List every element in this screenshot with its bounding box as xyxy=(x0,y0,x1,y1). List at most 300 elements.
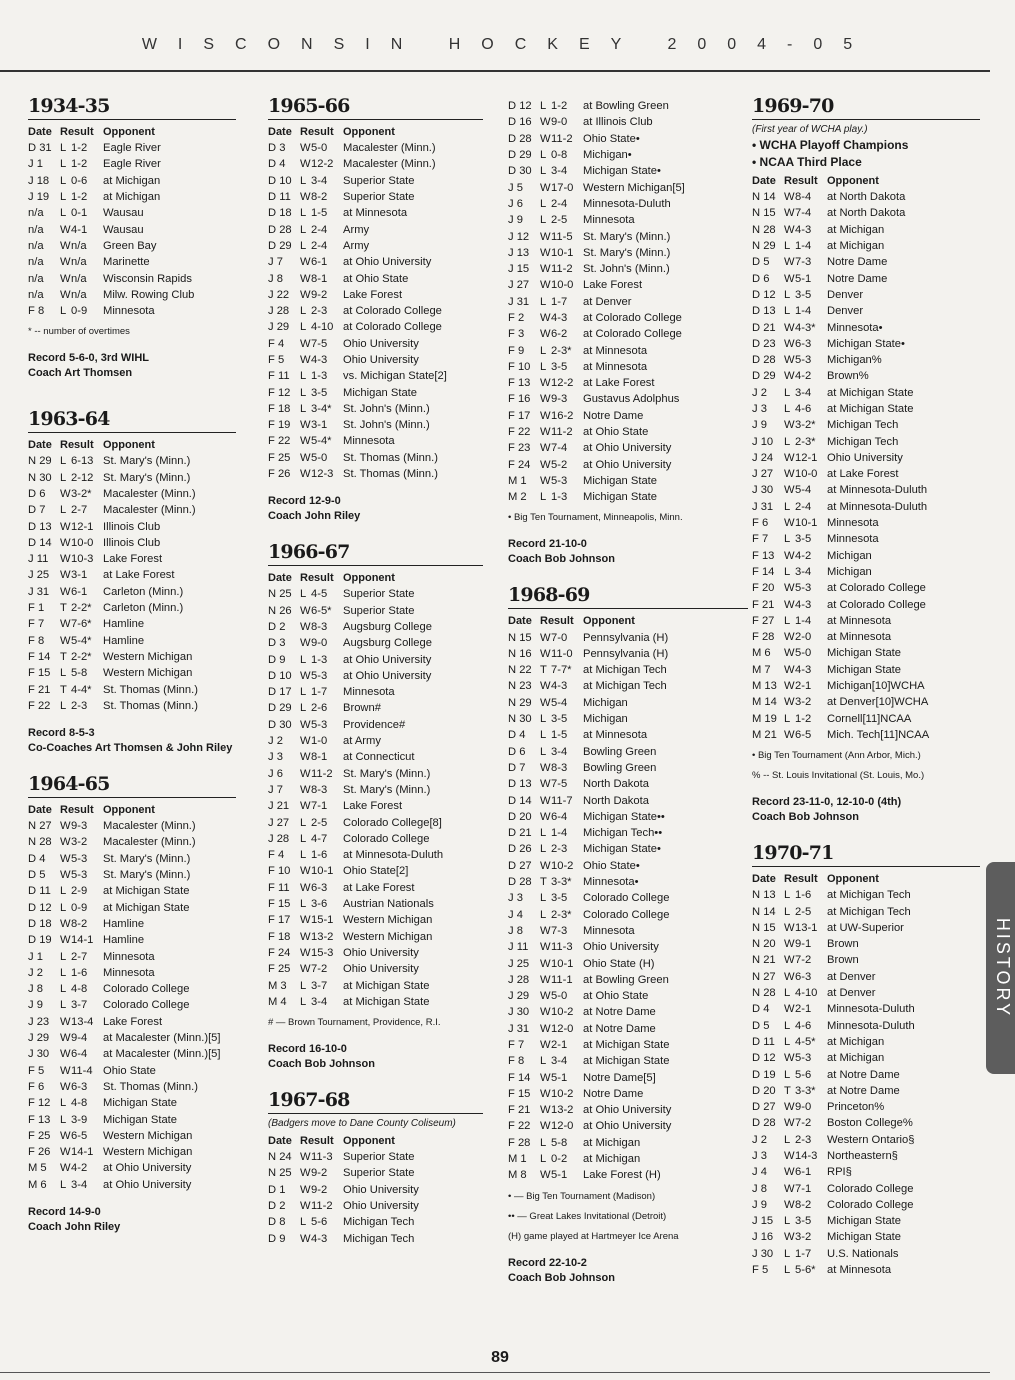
table-header-row xyxy=(268,124,447,140)
game-opponent: at Minnesota-Duluth xyxy=(827,484,928,497)
game-opponent: at Michigan State xyxy=(583,1055,670,1068)
game-date: D 1 xyxy=(268,1183,286,1196)
game-opponent: at Michigan xyxy=(827,1035,885,1048)
table-row xyxy=(268,782,443,798)
game-date: M 13 xyxy=(752,680,777,693)
game-result: L xyxy=(784,240,791,253)
game-opponent: Ohio State xyxy=(103,1064,156,1077)
game-score: 7-7* xyxy=(551,664,572,677)
table-row xyxy=(268,221,447,237)
game-date: D 21 xyxy=(508,827,532,840)
game-date: F 8 xyxy=(28,305,45,318)
game-date: N 21 xyxy=(752,954,776,967)
game-opponent: at Michigan Tech xyxy=(583,680,667,693)
column-1 xyxy=(28,94,236,1235)
game-date: J 30 xyxy=(508,1006,530,1019)
game-date: D 2 xyxy=(268,620,286,633)
game-date: D 27 xyxy=(752,1101,776,1114)
game-score: 3-4 xyxy=(795,386,812,399)
opponent-header: Opponent xyxy=(103,439,155,452)
game-score: 6-1 xyxy=(71,585,88,598)
game-date: D 27 xyxy=(508,859,532,872)
game-result: W xyxy=(784,256,795,269)
game-date: J 31 xyxy=(508,1022,530,1035)
game-opponent: Hamline xyxy=(103,618,145,631)
game-result: W xyxy=(300,767,311,780)
table-row xyxy=(268,352,447,368)
table-row xyxy=(752,678,929,694)
game-opponent: Ohio University xyxy=(343,337,419,350)
table-row xyxy=(28,486,198,502)
game-date: J 27 xyxy=(508,279,530,292)
game-result: T xyxy=(60,602,67,615)
game-result: W xyxy=(540,761,551,774)
game-date: F 5 xyxy=(28,1064,45,1077)
table-row xyxy=(508,988,671,1004)
table-row xyxy=(752,1066,915,1082)
result-header: Result xyxy=(60,126,94,138)
game-result: W xyxy=(60,1129,71,1142)
game-score: 8-2 xyxy=(311,191,328,204)
game-opponent: Western Michigan[5] xyxy=(583,181,685,194)
game-opponent: Ohio State (H) xyxy=(583,957,655,970)
game-result: W xyxy=(540,426,551,439)
game-opponent: Superior State xyxy=(343,174,415,187)
game-opponent: Michigan State• xyxy=(583,843,661,856)
game-opponent: at Army xyxy=(343,735,381,748)
game-opponent: Ohio University xyxy=(583,941,659,954)
game-result: W xyxy=(784,1231,795,1244)
game-score: 9-1 xyxy=(795,938,812,951)
table-row xyxy=(752,1001,915,1017)
table-row xyxy=(28,1062,221,1078)
game-result: L xyxy=(60,1113,67,1126)
game-score: 5-6 xyxy=(795,1068,812,1081)
game-score: 5-0 xyxy=(551,990,568,1003)
season-block xyxy=(28,407,236,756)
game-date: F 14 xyxy=(28,650,51,663)
game-opponent: at Ohio University xyxy=(583,1104,672,1117)
game-score: 1-5 xyxy=(311,207,328,220)
game-result: W xyxy=(784,1101,795,1114)
game-score: 5-4 xyxy=(795,484,812,497)
game-opponent: Colorado College xyxy=(103,999,190,1012)
table-row xyxy=(268,635,443,651)
game-result: W xyxy=(784,1003,795,1016)
table-row xyxy=(268,749,443,765)
game-date: F 7 xyxy=(28,618,45,631)
game-opponent: Marinette xyxy=(103,256,150,269)
game-result: W xyxy=(300,451,311,464)
game-opponent: Minnesota• xyxy=(583,876,639,889)
table-row xyxy=(752,694,929,710)
table-row xyxy=(268,586,443,602)
game-result: L xyxy=(784,288,791,301)
game-result: W xyxy=(300,604,311,617)
game-score: 2-4 xyxy=(311,239,328,252)
game-result: W xyxy=(540,263,551,276)
game-result: W xyxy=(540,1104,551,1117)
opponent-header: Opponent xyxy=(343,572,395,585)
game-score: 5-6* xyxy=(795,1264,816,1277)
table-row xyxy=(508,906,671,922)
table-row xyxy=(28,698,198,714)
season-title: 1966-67 xyxy=(268,540,483,566)
table-row xyxy=(508,489,685,505)
game-opponent: vs. Michigan State[2] xyxy=(343,370,447,383)
game-score: 9-2 xyxy=(311,288,328,301)
game-date: n/a xyxy=(28,207,44,220)
game-result: W xyxy=(540,279,551,292)
table-row xyxy=(752,1017,915,1033)
table-row xyxy=(508,678,671,694)
game-date: D 28 xyxy=(268,223,292,236)
game-opponent: Milw. Rowing Club xyxy=(103,288,195,301)
game-result: L xyxy=(300,979,307,992)
game-score: 1-7 xyxy=(795,1247,812,1260)
game-opponent: Lake Forest xyxy=(343,800,403,813)
game-result: W xyxy=(784,631,795,644)
game-result: L xyxy=(300,402,307,415)
game-result: W xyxy=(300,783,311,796)
game-result: L xyxy=(784,1019,791,1032)
game-result: W xyxy=(540,181,551,194)
game-opponent: at Connecticut xyxy=(343,751,415,764)
game-opponent: Minnesota• xyxy=(827,321,883,334)
table-row xyxy=(508,98,685,114)
game-score: 1-6 xyxy=(795,889,812,902)
game-opponent: Cornell[11]NCAA xyxy=(827,712,912,725)
game-score: 11-5 xyxy=(551,230,573,243)
game-score: 2-4 xyxy=(795,500,812,513)
game-date: D 3 xyxy=(268,637,286,650)
game-result: W xyxy=(784,1117,795,1130)
game-opponent: St. John's (Minn.) xyxy=(583,263,670,276)
game-score: 2-7 xyxy=(71,504,88,517)
table-row xyxy=(508,391,685,407)
table-row xyxy=(28,600,198,616)
table-row xyxy=(28,287,194,303)
game-opponent: at Minnesota xyxy=(827,1264,892,1277)
game-opponent: Western Ontario§ xyxy=(827,1133,915,1146)
game-result: W xyxy=(540,794,551,807)
table-row xyxy=(268,847,443,863)
game-score: 8-1 xyxy=(311,272,328,285)
game-score: 4-8 xyxy=(71,1097,88,1110)
game-date: F 13 xyxy=(28,1113,51,1126)
game-date: D 11 xyxy=(752,1035,775,1048)
game-opponent: at Ohio State xyxy=(343,272,409,285)
opponent-header: Opponent xyxy=(827,873,879,886)
game-score: 11-4 xyxy=(71,1064,93,1077)
game-opponent: Michigan State xyxy=(103,1097,178,1110)
header-rule xyxy=(0,70,990,72)
season-title: 1934-35 xyxy=(28,94,236,120)
game-date: D 5 xyxy=(752,1019,770,1032)
results-table xyxy=(268,570,443,1010)
table-row xyxy=(508,147,685,163)
game-date: J 3 xyxy=(752,1149,767,1162)
game-score: 1-0 xyxy=(311,735,328,748)
game-date: N 16 xyxy=(508,647,532,660)
game-opponent: Western Michigan xyxy=(103,650,193,663)
game-score: 15-1 xyxy=(311,914,334,927)
result-header: Result xyxy=(300,1134,334,1147)
column-2 xyxy=(268,94,483,1247)
game-date: D 20 xyxy=(752,1084,776,1097)
game-opponent: at Michigan xyxy=(103,174,161,187)
game-result: L xyxy=(784,435,791,448)
season-block xyxy=(508,98,748,567)
table-row xyxy=(28,584,198,600)
game-result: L xyxy=(540,360,547,373)
game-score: 2-3* xyxy=(795,435,816,448)
game-score: 4-3 xyxy=(551,312,568,324)
game-opponent: Superior State xyxy=(343,191,415,204)
game-opponent: at Ohio University xyxy=(343,653,432,666)
game-score: 3-2* xyxy=(71,488,92,500)
game-result: W xyxy=(300,337,311,350)
game-opponent: Wausau xyxy=(103,223,144,236)
game-opponent: at Michigan State xyxy=(343,979,430,992)
game-score: 1-2 xyxy=(71,191,88,204)
game-opponent: at Michigan Tech xyxy=(827,889,911,902)
game-date: n/a xyxy=(28,256,44,269)
game-opponent: at Michigan State xyxy=(103,885,190,898)
table-row xyxy=(752,401,929,417)
game-score: 3-5 xyxy=(551,892,568,905)
table-row xyxy=(508,776,671,792)
game-date: F 13 xyxy=(508,377,531,390)
table-row xyxy=(28,140,194,156)
table-row xyxy=(752,385,929,401)
game-opponent: Michigan% xyxy=(827,354,882,367)
game-result: L xyxy=(540,197,547,210)
date-header: Date xyxy=(28,126,52,138)
table-row xyxy=(508,1135,671,1151)
game-score: 14-3 xyxy=(795,1149,818,1162)
game-opponent: St. Mary's (Minn.) xyxy=(583,246,671,259)
game-date: J 1 xyxy=(28,950,43,963)
game-date: D 30 xyxy=(268,718,292,731)
game-opponent: Boston College% xyxy=(827,1117,913,1130)
game-date: M 14 xyxy=(752,696,777,709)
game-result: W xyxy=(784,663,795,676)
table-row xyxy=(752,1132,915,1148)
footnote: (H) game played at Hartmeyer Ice Arena xyxy=(508,1230,679,1242)
game-date: N 20 xyxy=(752,938,776,951)
game-date: D 8 xyxy=(268,1216,286,1229)
game-date: N 15 xyxy=(752,207,776,220)
table-row xyxy=(28,997,221,1013)
game-score: 2-1 xyxy=(795,1003,812,1016)
table-row xyxy=(28,916,221,932)
game-opponent: St. Thomas (Minn.) xyxy=(103,683,198,696)
game-opponent: Princeton% xyxy=(827,1101,885,1114)
game-opponent: Minnesota xyxy=(103,950,155,963)
game-score: 3-1 xyxy=(71,569,88,582)
game-date: J 3 xyxy=(508,892,523,905)
game-result: W xyxy=(60,634,71,647)
game-score: 6-3 xyxy=(795,337,812,350)
game-score: 7-3 xyxy=(795,256,812,269)
game-score: 4-5* xyxy=(795,1035,816,1048)
game-date: J 8 xyxy=(752,1182,767,1195)
game-date: J 1 xyxy=(28,158,43,171)
game-result: L xyxy=(300,653,307,666)
game-date: M 19 xyxy=(752,712,777,725)
game-result: W xyxy=(540,696,551,709)
results-table xyxy=(28,437,198,714)
table-row xyxy=(508,473,685,489)
game-result: W xyxy=(60,820,71,833)
table-row xyxy=(508,1151,671,1167)
game-score: 12-2 xyxy=(311,158,334,171)
game-date: D 11 xyxy=(268,191,291,204)
game-result: L xyxy=(300,832,307,845)
game-date: F 17 xyxy=(268,914,291,927)
game-score: 5-4* xyxy=(311,435,332,448)
game-opponent: at North Dakota xyxy=(827,207,906,220)
table-row xyxy=(752,1213,915,1229)
game-score: 3-4 xyxy=(71,1178,88,1191)
game-result: L xyxy=(784,712,791,725)
season-record: Record 8-5-3 xyxy=(28,727,95,740)
table-row xyxy=(268,368,447,384)
table-row xyxy=(268,433,447,449)
game-result: W xyxy=(300,272,311,285)
result-header: Result xyxy=(784,873,818,886)
game-result: L xyxy=(784,1133,791,1146)
date-header: Date xyxy=(268,126,292,138)
table-row xyxy=(268,401,447,417)
date-header: Date xyxy=(28,804,52,817)
game-opponent: Augsburg College xyxy=(343,620,432,633)
game-score: 11-3 xyxy=(551,941,573,954)
game-result: W xyxy=(784,728,795,741)
table-row xyxy=(508,760,671,776)
game-date: J 22 xyxy=(268,288,290,301)
game-score: 5-3 xyxy=(71,852,88,865)
game-date: N 15 xyxy=(752,921,776,934)
table-row xyxy=(28,981,221,997)
game-date: D 10 xyxy=(268,174,292,187)
game-score: 3-7 xyxy=(311,979,328,992)
game-date: M 4 xyxy=(268,995,287,1008)
table-row xyxy=(752,969,915,985)
game-score: 2-7 xyxy=(71,950,88,963)
game-score: 12-3 xyxy=(311,468,334,481)
game-score: 5-0 xyxy=(795,647,812,660)
game-score: 6-3 xyxy=(311,881,328,894)
game-result: W xyxy=(784,647,795,660)
table-row xyxy=(28,932,221,948)
game-opponent: Hamline xyxy=(103,634,145,647)
game-opponent: at Colorado College xyxy=(343,305,442,318)
game-opponent: at UW-Superior xyxy=(827,921,904,934)
game-result: L xyxy=(540,843,547,856)
table-row xyxy=(28,649,198,665)
game-date: F 9 xyxy=(508,344,525,357)
game-opponent: St. Mary's (Minn.) xyxy=(103,869,191,882)
game-result: W xyxy=(540,859,551,872)
table-row xyxy=(508,695,671,711)
table-row xyxy=(752,1262,915,1278)
game-opponent: Mich. Tech[11]NCAA xyxy=(827,728,930,741)
game-result: L xyxy=(784,889,791,902)
game-result: W xyxy=(784,549,795,562)
game-score: n/a xyxy=(71,272,87,285)
game-score: 4-5 xyxy=(311,588,328,601)
table-row xyxy=(268,700,443,716)
game-opponent: Ohio University xyxy=(343,1199,419,1212)
game-date: D 21 xyxy=(752,321,776,334)
game-score: 4-3 xyxy=(311,354,328,366)
game-date: J 29 xyxy=(508,990,530,1003)
game-opponent: Denver xyxy=(827,305,864,318)
game-result: T xyxy=(540,664,547,677)
game-result: W xyxy=(300,1232,311,1245)
table-row xyxy=(752,189,929,205)
game-opponent: Minnesota xyxy=(827,533,879,546)
season-summary xyxy=(28,351,236,381)
game-opponent: Colorado College xyxy=(343,832,430,845)
table-row xyxy=(752,727,929,743)
game-date: J 16 xyxy=(752,1231,774,1244)
table-row xyxy=(752,548,929,564)
game-result: W xyxy=(784,954,795,967)
game-result: W xyxy=(540,246,551,259)
game-date: D 13 xyxy=(28,520,52,533)
history-section-tab[interactable] xyxy=(986,862,1015,1074)
table-row xyxy=(508,923,671,939)
game-date: F 27 xyxy=(752,614,775,627)
game-opponent: at Minnesota xyxy=(343,207,408,220)
game-result: W xyxy=(540,973,551,986)
game-result: L xyxy=(60,983,67,996)
table-row xyxy=(268,814,443,830)
table-row xyxy=(28,567,198,583)
game-result: L xyxy=(60,885,67,898)
game-result: W xyxy=(784,337,795,350)
table-row xyxy=(268,189,447,205)
game-result: W xyxy=(300,1151,311,1164)
game-result: W xyxy=(540,116,551,129)
game-score: 8-3 xyxy=(551,761,568,774)
game-score: 10-1 xyxy=(551,957,574,970)
season-record: Record 14-9-0 xyxy=(28,1205,101,1218)
game-opponent: Western Michigan xyxy=(103,667,193,680)
game-date: F 18 xyxy=(268,930,291,943)
game-opponent: Gustavus Adolphus xyxy=(583,393,680,406)
game-result: W xyxy=(540,631,551,644)
column-4 xyxy=(752,94,980,1278)
game-score: 7-5 xyxy=(551,778,568,791)
game-opponent: Ohio State• xyxy=(583,132,640,145)
table-row xyxy=(28,965,221,981)
table-row xyxy=(28,851,221,867)
table-row xyxy=(508,1021,671,1037)
date-header: Date xyxy=(268,1134,292,1147)
season-coach: Coach John Riley xyxy=(268,510,361,523)
table-row xyxy=(268,450,447,466)
table-row xyxy=(268,619,443,635)
game-opponent: at Ohio University xyxy=(103,1162,192,1175)
game-date: N 13 xyxy=(752,889,776,902)
season-block xyxy=(752,841,980,1278)
results-table xyxy=(268,1133,419,1247)
game-result: L xyxy=(60,504,67,517)
